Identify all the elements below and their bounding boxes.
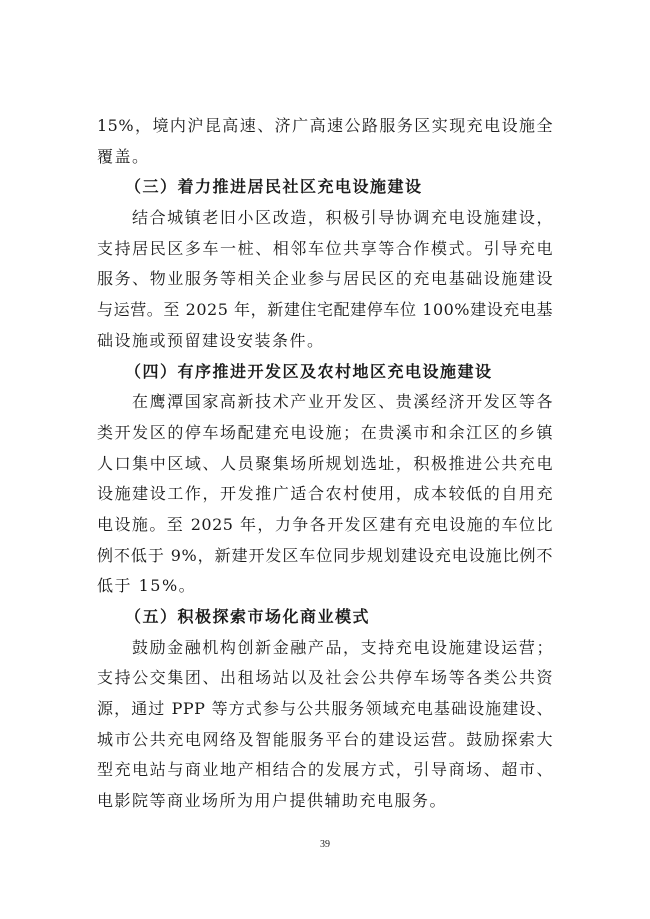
section-heading: （四）有序推进开发区及农村地区充电设施建设 (125, 361, 493, 381)
text-line: 支持公交集团、出租场站以及社会公共停车场等各类公共资 (97, 668, 553, 688)
text-line: 城市公共充电网络及智能服务平台的建设运营。鼓励探索大 (97, 729, 553, 749)
document-body (97, 111, 553, 817)
text-line: 服务、物业服务等相关企业参与居民区的充电基础设施建设 (97, 269, 553, 289)
text-line: 型充电站与商业地产相结合的发展方式，引导商场、超市、 (97, 760, 553, 780)
section-heading: （三）着力推进居民社区充电设施建设 (125, 177, 423, 197)
text-line: 与运营。至 2025 年，新建住宅配建停车位 100%建设充电基 (97, 300, 553, 320)
section-heading: （五）积极探索市场化商业模式 (125, 607, 371, 626)
text-line: 源，通过 PPP 等方式参与公共服务领域充电基础设施建设、 (97, 699, 553, 719)
text-line: 电设施。至 2025 年，力争各开发区建有充电设施的车位比 (97, 514, 553, 534)
text-line: 础设施或预留建设安装条件。 (97, 330, 325, 350)
text-line: 鼓励金融机构创新金融产品，支持充电设施建设运营； (132, 637, 553, 657)
text-line: 在鹰潭国家高新技术产业开发区、贵溪经济开发区等各 (132, 392, 553, 412)
text-line: 人口集中区域、人员聚集场所规划选址，积极推进公共充电 (97, 453, 553, 473)
text-line: 低于 15%。 (97, 576, 197, 596)
text-line: 类开发区的停车场配建充电设施；在贵溪市和余江区的乡镇 (97, 422, 553, 442)
text-line: 电影院等商业场所为用户提供辅助充电服务。 (97, 791, 448, 811)
text-line: 支持居民区多车一桩、相邻车位共享等合作模式。引导充电 (97, 238, 553, 258)
text-line: 15%，境内沪昆高速、济广高速公路服务区实现充电设施全 (97, 116, 553, 135)
page-number: 39 (320, 839, 330, 850)
text-line: 结合城镇老旧小区改造，积极引导协调充电设施建设， (132, 208, 553, 228)
text-line: 覆盖。 (97, 146, 150, 166)
text-line: 设施建设工作，开发推广适合农村使用，成本较低的自用充 (97, 484, 553, 504)
text-line: 例不低于 9%，新建开发区车位同步规划建设充电设施比例不 (97, 545, 553, 565)
